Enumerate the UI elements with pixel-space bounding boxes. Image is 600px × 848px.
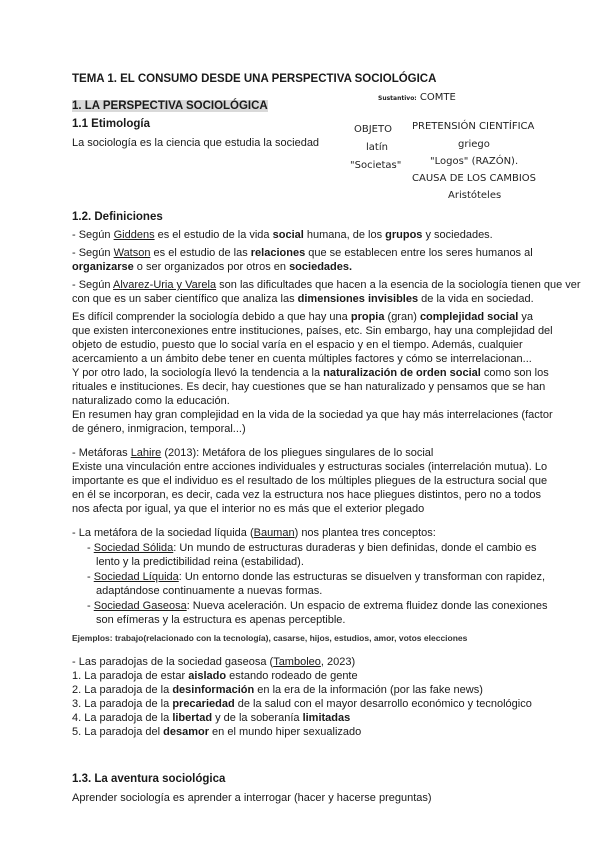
text: con que es un saber científico que analiza las bbox=[72, 293, 298, 305]
para3-line1: En resumen hay gran complejidad en la vida de la sociedad ya que hay más interrelaciones (factor bbox=[72, 409, 553, 421]
text: es el estudio de la vida bbox=[154, 229, 273, 241]
text: y de la soberanía bbox=[212, 712, 303, 724]
paradoja-5 bbox=[72, 725, 361, 739]
paradoja-1 bbox=[72, 669, 358, 683]
text: (2013): Metáfora de los pliegues singulares de lo social bbox=[161, 447, 434, 459]
author-watson: Watson bbox=[113, 247, 151, 259]
text: Es difícil comprender la sociología debido a que hay una bbox=[72, 311, 351, 323]
liquida-line2: adaptándose continuamente a nuevas formas. bbox=[96, 585, 323, 597]
diagram-top-prefix: Sustantivo: bbox=[378, 95, 417, 102]
paradoja-4 bbox=[72, 711, 350, 725]
text: de la salud con el mayor desarrollo económico y tecnológico bbox=[234, 698, 532, 710]
text: humana, de los bbox=[303, 229, 386, 241]
liquida-line1: - Sociedad Líquida: Un entorno donde las estructuras se disuelven y transforman con rapidez, bbox=[87, 571, 546, 583]
def-giddens bbox=[72, 228, 493, 242]
author-tamboleo: Tamboleo bbox=[273, 656, 321, 668]
text: o ser organizados por otros en bbox=[133, 261, 290, 273]
para3-line2: de género, inmigracion, temporal...) bbox=[72, 423, 246, 435]
text: ya bbox=[518, 311, 534, 323]
ejemplos-note: Ejemplos: trabajo(relacionado con la tecnología), casarse, hijos, estudios, amor, votos elecciones bbox=[72, 633, 468, 643]
diagram-aristoteles: Aristóteles bbox=[448, 190, 502, 201]
bold-text: naturalización de orden social bbox=[323, 367, 481, 379]
paradoja-2 bbox=[72, 683, 483, 697]
bold-text: aislado bbox=[188, 670, 227, 682]
etimologia-text: La sociología es la ciencia que estudia la sociedad bbox=[72, 137, 320, 149]
diagram-griego: griego bbox=[458, 139, 490, 150]
subsection-heading-etimologia: 1.1 Etimología bbox=[72, 118, 150, 130]
text: es el estudio de las bbox=[150, 247, 251, 259]
para2-line2: rituales e instituciones. Es decir, hay cuestiones que se han naturalizado y pensamos que se han bbox=[72, 381, 546, 393]
bold-text: precariedad bbox=[172, 698, 235, 710]
text: y sociedades. bbox=[422, 229, 493, 241]
text: (gran) bbox=[384, 311, 420, 323]
text: 4. La paradoja de la bbox=[72, 712, 173, 724]
bold-text: relaciones bbox=[250, 247, 306, 259]
bold-text: propia bbox=[350, 311, 385, 323]
aventura-heading: 1.3. La aventura sociológica bbox=[72, 773, 226, 785]
diagram-top-name: COMTE bbox=[419, 92, 456, 103]
text: : Un mundo de estructuras duraderas y bien definidas, donde el cambio es bbox=[173, 542, 537, 554]
bold-text: complejidad social bbox=[419, 311, 519, 323]
definiciones-heading: 1.2. Definiciones bbox=[72, 211, 163, 223]
lahire-line2: Existe una vinculación entre acciones individuales y estructuras sociales (interrelación mutua). Lo bbox=[72, 461, 548, 473]
bold-text: desamor bbox=[163, 726, 209, 738]
diagram-logos: "Logos" (RAZÓN). bbox=[430, 156, 519, 167]
lahire-line3: importante es que el individuo es el resultado de los múltiples pliegues de la estructura social que bbox=[72, 475, 548, 487]
diagram-objeto: OBJETO bbox=[354, 124, 392, 135]
text: en el mundo hiper sexualizado bbox=[209, 726, 362, 738]
para2-line1 bbox=[72, 366, 549, 380]
text: 5. La paradoja del bbox=[72, 726, 164, 738]
text: - Según bbox=[72, 247, 114, 259]
text: - Metáforas bbox=[72, 447, 131, 459]
term-sociedad-liquida: Sociedad Líquida bbox=[93, 571, 179, 583]
author-lahire: Lahire bbox=[130, 447, 162, 459]
para1-line4: acercamiento a un ámbito debe tener en cuenta múltiples factores y cómo se interrelacionan... bbox=[72, 353, 532, 365]
lahire-line5: nos afecta por igual, ya que el interior no es más que el exterior plegado bbox=[72, 503, 425, 515]
text: como son los bbox=[480, 367, 549, 379]
author-alvarez-varela: Alvarez-Uria y Varela bbox=[112, 279, 217, 291]
text: : Un entorno donde las estructuras se disuelven y transforman con rapidez, bbox=[178, 571, 546, 583]
author-giddens: Giddens bbox=[113, 229, 155, 241]
text: estando rodeado de gente bbox=[226, 670, 358, 682]
diagram-pretension: PRETENSIÓN CIENTÍFICA bbox=[412, 121, 535, 132]
para1-line2: que existen interconexiones entre instituciones, países, etc. Sin embargo, hay una complejidad del bbox=[72, 325, 553, 337]
para1-line3: objeto de estudio, puesto que lo social varía en el espacio y en el tiempo. Además, cualquier bbox=[72, 339, 523, 351]
def-watson-line2 bbox=[72, 260, 352, 274]
gaseosa-line1: - Sociedad Gaseosa: Nueva aceleración. Un espacio de extrema fluidez donde las conexiones bbox=[87, 600, 548, 612]
diagram-latin: latín bbox=[366, 142, 388, 153]
text: 1. La paradoja de estar bbox=[72, 670, 189, 682]
bold-text: libertad bbox=[172, 712, 213, 724]
def-watson-line1 bbox=[72, 246, 533, 260]
text: - La metáfora de la sociedad líquida ( bbox=[72, 527, 254, 539]
paradojas-intro bbox=[72, 655, 355, 669]
bold-text: sociedades. bbox=[289, 261, 353, 273]
solida-line2: lento y la predictibilidad reina (estabilidad). bbox=[96, 556, 304, 568]
diagram-causa: CAUSA DE LOS CAMBIOS bbox=[412, 173, 536, 184]
text: de la vida en sociedad. bbox=[418, 293, 534, 305]
bold-text: social bbox=[272, 229, 304, 241]
para1-line1 bbox=[72, 310, 533, 324]
document-title: TEMA 1. EL CONSUMO DESDE UNA PERSPECTIVA SOCIOLÓGICA bbox=[72, 73, 437, 85]
text: Y por otro lado, la sociología llevó la tendencia a la bbox=[72, 367, 324, 379]
lahire-line1 bbox=[72, 446, 433, 460]
section-heading bbox=[72, 99, 268, 113]
bold-text: grupos bbox=[385, 229, 423, 241]
term-sociedad-solida: Sociedad Sólida bbox=[93, 542, 174, 554]
text: : Nueva aceleración. Un espacio de extrema fluidez donde las conexiones bbox=[186, 600, 548, 612]
author-bauman: Bauman bbox=[253, 527, 295, 539]
def-alvarez-line2 bbox=[72, 292, 534, 306]
lahire-line4: en él se incorporan, es decir, cada vez la estructura nos hace pliegues distintos, pero no a todos bbox=[72, 489, 542, 501]
text: ) nos plantea tres conceptos: bbox=[294, 527, 436, 539]
bauman-intro bbox=[72, 526, 436, 540]
bold-text: organizarse bbox=[72, 261, 134, 273]
solida-line1: - Sociedad Sólida: Un mundo de estructuras duraderas y bien definidas, donde el cambio es bbox=[87, 542, 537, 554]
bold-text: desinformación bbox=[172, 684, 255, 696]
section-heading-text: 1. LA PERSPECTIVA SOCIOLÓGICA bbox=[72, 100, 268, 112]
text: - Según bbox=[72, 229, 114, 241]
text: son las dificultades que hacen a la esencia de la sociología tienen que ver bbox=[216, 279, 581, 291]
text: 2. La paradoja de la bbox=[72, 684, 173, 696]
bold-text: dimensiones invisibles bbox=[297, 293, 419, 305]
gaseosa-line2: son efímeras y la estructura es apenas perceptible. bbox=[96, 614, 346, 626]
text: , 2023) bbox=[320, 656, 356, 668]
aventura-text: Aprender sociología es aprender a interrogar (hacer y hacerse preguntas) bbox=[72, 792, 432, 804]
diagram-societas: "Societas" bbox=[350, 160, 402, 171]
text: en la era de la información (por las fake news) bbox=[254, 684, 483, 696]
diagram-top bbox=[378, 92, 456, 103]
def-alvarez-line1 bbox=[72, 278, 581, 292]
para2-line3: naturalizado como la educación. bbox=[72, 395, 230, 407]
text: que se establecen entre los seres humanos al bbox=[305, 247, 533, 259]
term-sociedad-gaseosa: Sociedad Gaseosa bbox=[93, 600, 187, 612]
text: - Las paradojas de la sociedad gaseosa ( bbox=[72, 656, 274, 668]
paradoja-3 bbox=[72, 697, 532, 711]
bold-text: limitadas bbox=[302, 712, 351, 724]
text: 3. La paradoja de la bbox=[72, 698, 173, 710]
text: - Según bbox=[72, 279, 113, 291]
